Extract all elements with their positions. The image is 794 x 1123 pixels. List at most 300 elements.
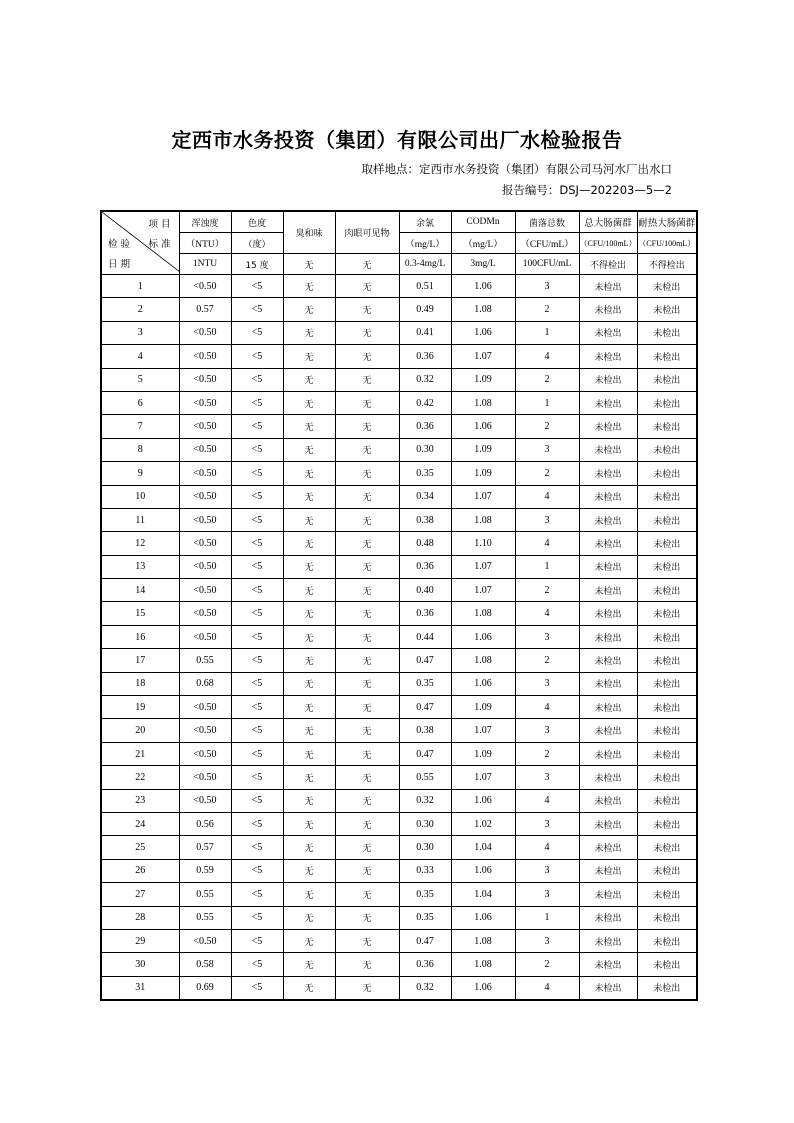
date-cell: 29 — [101, 929, 179, 952]
residual-chlorine-cell: 0.47 — [399, 696, 451, 719]
thermo-coliform-cell: 未检出 — [637, 883, 697, 906]
thermo-coliform-cell: 未检出 — [637, 275, 697, 298]
codmn-cell: 1.07 — [451, 719, 515, 742]
residual-chlorine-cell: 0.36 — [399, 345, 451, 368]
color-cell: <5 — [231, 368, 283, 391]
thermo-coliform-cell: 未检出 — [637, 649, 697, 672]
visible-matter-cell: 无 — [335, 976, 399, 1000]
residual-chlorine-cell: 0.42 — [399, 391, 451, 414]
date-cell: 11 — [101, 508, 179, 531]
codmn-cell: 1.07 — [451, 345, 515, 368]
col-std-residual-chlorine: 0.3-4mg/L — [399, 254, 451, 275]
date-cell: 24 — [101, 812, 179, 835]
total-coliform-cell: 未检出 — [579, 438, 637, 461]
colony-count-cell: 1 — [515, 321, 579, 344]
color-cell: <5 — [231, 929, 283, 952]
col-std-codmn: 3mg/L — [451, 254, 515, 275]
date-cell: 6 — [101, 391, 179, 414]
date-cell: 31 — [101, 976, 179, 1000]
total-coliform-cell: 未检出 — [579, 929, 637, 952]
odor-cell: 无 — [283, 696, 335, 719]
colony-count-cell: 2 — [515, 953, 579, 976]
odor-cell: 无 — [283, 508, 335, 531]
date-cell: 20 — [101, 719, 179, 742]
colony-count-cell: 4 — [515, 696, 579, 719]
turbidity-cell: <0.50 — [179, 345, 231, 368]
colony-count-cell: 2 — [515, 579, 579, 602]
codmn-cell: 1.06 — [451, 625, 515, 648]
turbidity-cell: <0.50 — [179, 602, 231, 625]
odor-cell: 无 — [283, 555, 335, 578]
thermo-coliform-cell: 未检出 — [637, 298, 697, 321]
residual-chlorine-cell: 0.35 — [399, 672, 451, 695]
thermo-coliform-cell: 未检出 — [637, 719, 697, 742]
turbidity-cell: <0.50 — [179, 532, 231, 555]
odor-cell: 无 — [283, 462, 335, 485]
date-cell: 2 — [101, 298, 179, 321]
residual-chlorine-cell: 0.36 — [399, 555, 451, 578]
col-name-visible-matter: 肉眼可见物 — [335, 211, 399, 254]
visible-matter-cell: 无 — [335, 625, 399, 648]
odor-cell: 无 — [283, 953, 335, 976]
turbidity-cell: <0.50 — [179, 789, 231, 812]
residual-chlorine-cell: 0.41 — [399, 321, 451, 344]
table-row — [101, 602, 697, 625]
visible-matter-cell: 无 — [335, 719, 399, 742]
turbidity-cell: <0.50 — [179, 415, 231, 438]
residual-chlorine-cell: 0.49 — [399, 298, 451, 321]
residual-chlorine-cell: 0.35 — [399, 462, 451, 485]
table-row — [101, 929, 697, 952]
col-unit-thermo-coliform: （CFU/100mL） — [637, 233, 697, 254]
total-coliform-cell: 未检出 — [579, 836, 637, 859]
visible-matter-cell: 无 — [335, 462, 399, 485]
codmn-cell: 1.07 — [451, 766, 515, 789]
col-unit-turbidity: （NTU） — [179, 233, 231, 254]
colony-count-cell: 3 — [515, 625, 579, 648]
visible-matter-cell: 无 — [335, 508, 399, 531]
codmn-cell: 1.09 — [451, 462, 515, 485]
turbidity-cell: <0.50 — [179, 766, 231, 789]
corner-item-label: 项 目 — [148, 219, 171, 230]
odor-cell: 无 — [283, 438, 335, 461]
table-row — [101, 906, 697, 929]
total-coliform-cell: 未检出 — [579, 485, 637, 508]
date-cell: 27 — [101, 883, 179, 906]
thermo-coliform-cell: 未检出 — [637, 485, 697, 508]
color-cell: <5 — [231, 976, 283, 1000]
odor-cell: 无 — [283, 275, 335, 298]
codmn-cell: 1.06 — [451, 672, 515, 695]
table-row — [101, 485, 697, 508]
total-coliform-cell: 未检出 — [579, 906, 637, 929]
turbidity-cell: 0.55 — [179, 883, 231, 906]
date-cell: 16 — [101, 625, 179, 648]
table-row — [101, 836, 697, 859]
corner-standard-label: 标 准 — [148, 239, 171, 250]
table-row — [101, 696, 697, 719]
turbidity-cell: 0.68 — [179, 672, 231, 695]
color-cell: <5 — [231, 625, 283, 648]
total-coliform-cell: 未检出 — [579, 415, 637, 438]
table-row — [101, 368, 697, 391]
total-coliform-cell: 未检出 — [579, 602, 637, 625]
odor-cell: 无 — [283, 672, 335, 695]
residual-chlorine-cell: 0.35 — [399, 906, 451, 929]
table-row — [101, 812, 697, 835]
colony-count-cell: 2 — [515, 368, 579, 391]
col-unit-color: （度） — [231, 233, 283, 254]
col-unit-residual-chlorine: （mg/L） — [399, 233, 451, 254]
codmn-cell: 1.07 — [451, 555, 515, 578]
visible-matter-cell: 无 — [335, 275, 399, 298]
visible-matter-cell: 无 — [335, 812, 399, 835]
visible-matter-cell: 无 — [335, 649, 399, 672]
report-number: 报告编号：DSJ—202203—5—2 — [501, 183, 672, 197]
color-cell: <5 — [231, 602, 283, 625]
color-cell: <5 — [231, 789, 283, 812]
visible-matter-cell: 无 — [335, 789, 399, 812]
turbidity-cell: <0.50 — [179, 742, 231, 765]
table-row — [101, 508, 697, 531]
visible-matter-cell: 无 — [335, 391, 399, 414]
visible-matter-cell: 无 — [335, 929, 399, 952]
total-coliform-cell: 未检出 — [579, 696, 637, 719]
thermo-coliform-cell: 未检出 — [637, 742, 697, 765]
colony-count-cell: 3 — [515, 672, 579, 695]
table-row — [101, 462, 697, 485]
thermo-coliform-cell: 未检出 — [637, 368, 697, 391]
col-name-odor: 臭和味 — [283, 211, 335, 254]
header-row-standards — [101, 254, 697, 275]
color-cell: <5 — [231, 649, 283, 672]
total-coliform-cell: 未检出 — [579, 579, 637, 602]
residual-chlorine-cell: 0.36 — [399, 602, 451, 625]
date-cell: 21 — [101, 742, 179, 765]
colony-count-cell: 3 — [515, 859, 579, 882]
residual-chlorine-cell: 0.51 — [399, 275, 451, 298]
codmn-cell: 1.06 — [451, 859, 515, 882]
color-cell: <5 — [231, 508, 283, 531]
color-cell: <5 — [231, 532, 283, 555]
sampling-location: 取样地点：定西市水务投资（集团）有限公司马河水厂出水口 — [361, 162, 672, 176]
visible-matter-cell: 无 — [335, 368, 399, 391]
turbidity-cell: <0.50 — [179, 929, 231, 952]
visible-matter-cell: 无 — [335, 602, 399, 625]
thermo-coliform-cell: 未检出 — [637, 766, 697, 789]
table-row — [101, 789, 697, 812]
table-row — [101, 345, 697, 368]
color-cell: <5 — [231, 438, 283, 461]
date-cell: 13 — [101, 555, 179, 578]
residual-chlorine-cell: 0.47 — [399, 742, 451, 765]
color-cell: <5 — [231, 485, 283, 508]
col-name-total-coliform: 总大肠菌群 — [579, 211, 637, 233]
thermo-coliform-cell: 未检出 — [637, 579, 697, 602]
total-coliform-cell: 未检出 — [579, 555, 637, 578]
table-row — [101, 391, 697, 414]
thermo-coliform-cell: 未检出 — [637, 462, 697, 485]
odor-cell: 无 — [283, 649, 335, 672]
turbidity-cell: 0.58 — [179, 953, 231, 976]
turbidity-cell: <0.50 — [179, 696, 231, 719]
visible-matter-cell: 无 — [335, 485, 399, 508]
visible-matter-cell: 无 — [335, 672, 399, 695]
turbidity-cell: <0.50 — [179, 485, 231, 508]
codmn-cell: 1.06 — [451, 789, 515, 812]
turbidity-cell: <0.50 — [179, 719, 231, 742]
codmn-cell: 1.10 — [451, 532, 515, 555]
total-coliform-cell: 未检出 — [579, 789, 637, 812]
codmn-cell: 1.07 — [451, 485, 515, 508]
residual-chlorine-cell: 0.30 — [399, 812, 451, 835]
visible-matter-cell: 无 — [335, 953, 399, 976]
col-std-turbidity: 1NTU — [179, 254, 231, 275]
residual-chlorine-cell: 0.30 — [399, 836, 451, 859]
colony-count-cell: 4 — [515, 602, 579, 625]
odor-cell: 无 — [283, 345, 335, 368]
colony-count-cell: 3 — [515, 508, 579, 531]
odor-cell: 无 — [283, 532, 335, 555]
header-row-units — [101, 233, 697, 254]
col-std-total-coliform: 不得检出 — [579, 254, 637, 275]
residual-chlorine-cell: 0.44 — [399, 625, 451, 648]
total-coliform-cell: 未检出 — [579, 953, 637, 976]
visible-matter-cell: 无 — [335, 321, 399, 344]
thermo-coliform-cell: 未检出 — [637, 625, 697, 648]
total-coliform-cell: 未检出 — [579, 532, 637, 555]
color-cell: <5 — [231, 836, 283, 859]
turbidity-cell: <0.50 — [179, 462, 231, 485]
total-coliform-cell: 未检出 — [579, 672, 637, 695]
table-row — [101, 953, 697, 976]
table-row — [101, 415, 697, 438]
total-coliform-cell: 未检出 — [579, 368, 637, 391]
color-cell: <5 — [231, 696, 283, 719]
odor-cell: 无 — [283, 579, 335, 602]
col-std-visible-matter: 无 — [335, 254, 399, 275]
color-cell: <5 — [231, 883, 283, 906]
color-cell: <5 — [231, 555, 283, 578]
odor-cell: 无 — [283, 836, 335, 859]
col-std-colony-count: 100CFU/mL — [515, 254, 579, 275]
odor-cell: 无 — [283, 789, 335, 812]
total-coliform-cell: 未检出 — [579, 625, 637, 648]
thermo-coliform-cell: 未检出 — [637, 672, 697, 695]
colony-count-cell: 4 — [515, 976, 579, 1000]
corner-date-label: 日 期 — [108, 259, 131, 270]
date-cell: 17 — [101, 649, 179, 672]
table-row — [101, 672, 697, 695]
codmn-cell: 1.06 — [451, 976, 515, 1000]
date-cell: 25 — [101, 836, 179, 859]
visible-matter-cell: 无 — [335, 859, 399, 882]
visible-matter-cell: 无 — [335, 906, 399, 929]
colony-count-cell: 2 — [515, 298, 579, 321]
table-row — [101, 532, 697, 555]
thermo-coliform-cell: 未检出 — [637, 929, 697, 952]
turbidity-cell: 0.59 — [179, 859, 231, 882]
col-unit-codmn: （mg/L） — [451, 233, 515, 254]
turbidity-cell: <0.50 — [179, 391, 231, 414]
residual-chlorine-cell: 0.34 — [399, 485, 451, 508]
odor-cell: 无 — [283, 929, 335, 952]
date-cell: 8 — [101, 438, 179, 461]
color-cell: <5 — [231, 742, 283, 765]
colony-count-cell: 3 — [515, 438, 579, 461]
total-coliform-cell: 未检出 — [579, 298, 637, 321]
date-cell: 1 — [101, 275, 179, 298]
table-row — [101, 625, 697, 648]
table-row — [101, 438, 697, 461]
col-name-colony-count: 菌落总数 — [515, 211, 579, 233]
date-cell: 19 — [101, 696, 179, 719]
total-coliform-cell: 未检出 — [579, 719, 637, 742]
color-cell: <5 — [231, 579, 283, 602]
color-cell: <5 — [231, 906, 283, 929]
residual-chlorine-cell: 0.32 — [399, 976, 451, 1000]
turbidity-cell: 0.57 — [179, 298, 231, 321]
date-cell: 3 — [101, 321, 179, 344]
odor-cell: 无 — [283, 298, 335, 321]
date-cell: 22 — [101, 766, 179, 789]
codmn-cell: 1.09 — [451, 742, 515, 765]
visible-matter-cell: 无 — [335, 415, 399, 438]
col-unit-colony-count: （CFU/mL） — [515, 233, 579, 254]
residual-chlorine-cell: 0.47 — [399, 929, 451, 952]
residual-chlorine-cell: 0.48 — [399, 532, 451, 555]
colony-count-cell: 3 — [515, 929, 579, 952]
color-cell: <5 — [231, 321, 283, 344]
odor-cell: 无 — [283, 859, 335, 882]
codmn-cell: 1.09 — [451, 438, 515, 461]
color-cell: <5 — [231, 812, 283, 835]
odor-cell: 无 — [283, 766, 335, 789]
table-row — [101, 298, 697, 321]
colony-count-cell: 3 — [515, 275, 579, 298]
table-row — [101, 883, 697, 906]
colony-count-cell: 1 — [515, 391, 579, 414]
date-cell: 15 — [101, 602, 179, 625]
codmn-cell: 1.08 — [451, 508, 515, 531]
residual-chlorine-cell: 0.35 — [399, 883, 451, 906]
codmn-cell: 1.02 — [451, 812, 515, 835]
total-coliform-cell: 未检出 — [579, 859, 637, 882]
turbidity-cell: 0.55 — [179, 906, 231, 929]
codmn-cell: 1.08 — [451, 602, 515, 625]
codmn-cell: 1.08 — [451, 298, 515, 321]
codmn-cell: 1.08 — [451, 929, 515, 952]
colony-count-cell: 4 — [515, 789, 579, 812]
turbidity-cell: 0.56 — [179, 812, 231, 835]
total-coliform-cell: 未检出 — [579, 883, 637, 906]
codmn-cell: 1.04 — [451, 836, 515, 859]
total-coliform-cell: 未检出 — [579, 766, 637, 789]
table-row — [101, 766, 697, 789]
codmn-cell: 1.09 — [451, 696, 515, 719]
colony-count-cell: 3 — [515, 883, 579, 906]
table-row — [101, 649, 697, 672]
date-cell: 14 — [101, 579, 179, 602]
thermo-coliform-cell: 未检出 — [637, 532, 697, 555]
colony-count-cell: 1 — [515, 906, 579, 929]
odor-cell: 无 — [283, 883, 335, 906]
codmn-cell: 1.04 — [451, 883, 515, 906]
table-row — [101, 275, 697, 298]
date-cell: 23 — [101, 789, 179, 812]
total-coliform-cell: 未检出 — [579, 321, 637, 344]
table-row — [101, 321, 697, 344]
table-row — [101, 579, 697, 602]
residual-chlorine-cell: 0.55 — [399, 766, 451, 789]
date-cell: 4 — [101, 345, 179, 368]
color-cell: <5 — [231, 766, 283, 789]
col-name-color: 色度 — [231, 211, 283, 233]
colony-count-cell: 4 — [515, 345, 579, 368]
table-row — [101, 859, 697, 882]
header-row-names — [101, 211, 697, 233]
total-coliform-cell: 未检出 — [579, 508, 637, 531]
thermo-coliform-cell: 未检出 — [637, 976, 697, 1000]
residual-chlorine-cell: 0.40 — [399, 579, 451, 602]
turbidity-cell: <0.50 — [179, 508, 231, 531]
codmn-cell: 1.08 — [451, 391, 515, 414]
date-cell: 26 — [101, 859, 179, 882]
colony-count-cell: 2 — [515, 462, 579, 485]
codmn-cell: 1.06 — [451, 275, 515, 298]
thermo-coliform-cell: 未检出 — [637, 906, 697, 929]
colony-count-cell: 4 — [515, 836, 579, 859]
residual-chlorine-cell: 0.47 — [399, 649, 451, 672]
col-name-codmn: CODMn — [451, 211, 515, 233]
color-cell: <5 — [231, 719, 283, 742]
odor-cell: 无 — [283, 391, 335, 414]
total-coliform-cell: 未检出 — [579, 275, 637, 298]
codmn-cell: 1.07 — [451, 579, 515, 602]
thermo-coliform-cell: 未检出 — [637, 438, 697, 461]
residual-chlorine-cell: 0.33 — [399, 859, 451, 882]
residual-chlorine-cell: 0.36 — [399, 953, 451, 976]
turbidity-cell: <0.50 — [179, 321, 231, 344]
odor-cell: 无 — [283, 812, 335, 835]
visible-matter-cell: 无 — [335, 345, 399, 368]
thermo-coliform-cell: 未检出 — [637, 415, 697, 438]
thermo-coliform-cell: 未检出 — [637, 836, 697, 859]
visible-matter-cell: 无 — [335, 766, 399, 789]
turbidity-cell: <0.50 — [179, 555, 231, 578]
thermo-coliform-cell: 未检出 — [637, 321, 697, 344]
color-cell: <5 — [231, 462, 283, 485]
color-cell: <5 — [231, 345, 283, 368]
col-name-turbidity: 浑浊度 — [179, 211, 231, 233]
colony-count-cell: 2 — [515, 742, 579, 765]
colony-count-cell: 3 — [515, 766, 579, 789]
date-cell: 30 — [101, 953, 179, 976]
thermo-coliform-cell: 未检出 — [637, 789, 697, 812]
date-cell: 9 — [101, 462, 179, 485]
odor-cell: 无 — [283, 742, 335, 765]
turbidity-cell: <0.50 — [179, 275, 231, 298]
table-row — [101, 555, 697, 578]
odor-cell: 无 — [283, 368, 335, 391]
visible-matter-cell: 无 — [335, 836, 399, 859]
total-coliform-cell: 未检出 — [579, 345, 637, 368]
codmn-cell: 1.08 — [451, 649, 515, 672]
color-cell: <5 — [231, 275, 283, 298]
date-cell: 5 — [101, 368, 179, 391]
odor-cell: 无 — [283, 906, 335, 929]
turbidity-cell: <0.50 — [179, 438, 231, 461]
